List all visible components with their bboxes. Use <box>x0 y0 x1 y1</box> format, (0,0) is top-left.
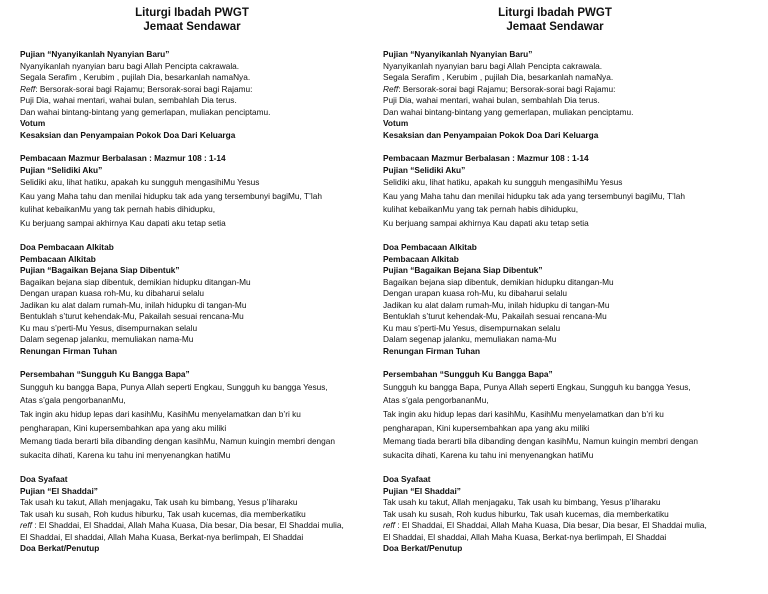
title-line-2: Jemaat Sendawar <box>506 21 604 33</box>
song-heading: Pujian “Selidiki Aku” <box>383 164 466 175</box>
liturgy-item: Pembacaan Alkitab <box>20 253 96 264</box>
liturgy-item: Doa Syafaat <box>383 474 431 485</box>
lyric-line: Jadikan ku alat dalam rumah-Mu, inilah hidupku di tangan-Mu <box>383 299 610 310</box>
liturgy-item: Doa Berkat/Penutup <box>383 543 463 554</box>
lyric-line: Ku mau s’perti-Mu Yesus, disempurnakan selalu <box>20 322 198 333</box>
refrain-line <box>383 84 733 96</box>
lyric-line: Bentuklah s’turut kehendak-Mu, Pakailah sesuai rencana-Mu <box>383 311 607 322</box>
lyric-line: Nyanyikanlah nyanyian baru bagi Allah Pencipta cakrawala. <box>20 60 240 71</box>
liturgy-item: Pembacaan Alkitab <box>383 253 459 264</box>
lyric-line: Dalam segenap jalanku, memuliakan nama-Mu <box>383 334 557 345</box>
liturgy-column-left <box>20 6 370 555</box>
refrain-label: reff <box>383 520 395 531</box>
lyric-line: Dalam segenap jalanku, memuliakan nama-Mu <box>20 334 194 345</box>
song-heading: Pujian “Nyanyikanlah Nyanyian Baru” <box>20 49 170 59</box>
lyric-line: Memang tiada berarti bila dibanding dengan kasihMu, Namun kuingin membri dengan <box>20 436 336 447</box>
song-heading: Pujian “El Shaddai” <box>383 485 461 496</box>
lyric-line: Ku berjuang sampai akhirnya Kau dapati aku tetap setia <box>20 217 226 228</box>
refrain-label: Reff <box>383 83 399 94</box>
lyric-line: Kau yang Maha tahu dan menilai hidupku tak ada yang tersembunyi bagiMu, T’lah <box>383 190 685 201</box>
lyric-line: Sungguh ku bangga Bapa, Punya Allah seperti Engkau, Sungguh ku bangga Yesus, <box>383 381 691 392</box>
lyric-line: Atas s’gala pengorbananMu, <box>20 395 126 406</box>
lyric-line: sukacita dihati, Karena ku tahu ini menyenangkan hatiMu <box>20 449 231 460</box>
lyric-line: sukacita dihati, Karena ku tahu ini menyenangkan hatiMu <box>383 449 594 460</box>
title-line-1: Liturgi Ibadah PWGT <box>498 7 612 19</box>
lyric-line: Tak usah ku susah, Roh kudus hiburku, Tak usah kucemas, dia memberkatiku <box>20 508 306 519</box>
lyric-line: Dengan urapan kuasa roh-Mu, ku dibaharui selalu <box>20 288 205 299</box>
lyric-line: Ku berjuang sampai akhirnya Kau dapati aku tetap setia <box>383 217 589 228</box>
liturgy-item: Doa Pembacaan Alkitab <box>383 242 477 253</box>
liturgy-body <box>20 49 370 555</box>
lyric-line: Memang tiada berarti bila dibanding dengan kasihMu, Namun kuingin membri dengan <box>383 436 699 447</box>
lyric-line: pengharapan, Kini kupersembahkan apa yang aku miliki <box>20 422 227 433</box>
lyric-line: Dengan urapan kuasa roh-Mu, ku dibaharui selalu <box>383 288 568 299</box>
lyric-line: Sungguh ku bangga Bapa, Punya Allah seperti Engkau, Sungguh ku bangga Yesus, <box>20 381 328 392</box>
refrain-line <box>383 520 733 532</box>
song-heading: Persembahan “Sungguh Ku Bangga Bapa” <box>383 369 553 380</box>
liturgy-item: Pembacaan Mazmur Berbalasan : Mazmur 108 : 1-14 <box>20 153 226 163</box>
lyric-line: pengharapan, Kini kupersembahkan apa yang aku miliki <box>383 422 590 433</box>
lyric-line: Dan wahai bintang-bintang yang gemerlapan, muliakan penciptamu. <box>383 106 634 117</box>
lyric-line: Tak ingin aku hidup lepas dari kasihMu, KasihMu menyelamatkan dan b’ri ku <box>383 409 664 420</box>
liturgy-item: Renungan Firman Tuhan <box>20 345 118 356</box>
lyric-line: El Shaddai, El shaddai, Allah Maha Kuasa, Berkat-nya berlimpah, El Shaddai <box>20 531 304 542</box>
lyric-line: Puji Dia, wahai mentari, wahai bulan, sembahlah Dia terus. <box>383 95 600 105</box>
refrain-text: : El Shaddai, El Shaddai, Allah Maha Kuasa, Dia besar, Dia besar, El Shaddai mulia, <box>32 520 344 531</box>
refrain-label: reff <box>20 520 32 531</box>
title-line-2: Jemaat Sendawar <box>143 21 241 33</box>
song-heading: Pujian “Bagaikan Bejana Siap Dibentuk” <box>20 265 180 276</box>
liturgy-item: Votum <box>20 118 46 128</box>
lyric-line: Puji Dia, wahai mentari, wahai bulan, sembahlah Dia terus. <box>20 95 237 105</box>
lyric-line: Tak usah ku takut, Allah menjagaku, Tak usah ku bimbang, Yesus p’liharaku <box>383 497 661 508</box>
liturgy-item: Votum <box>383 118 409 128</box>
lyric-line: Jadikan ku alat dalam rumah-Mu, inilah hidupku di tangan-Mu <box>20 299 247 310</box>
liturgy-item: Kesaksian dan Penyampaian Pokok Doa Dari Keluarga <box>20 129 236 140</box>
lyric-line: kulihat kebaikanMu yang tak pernah habis dihidupku, <box>383 204 579 215</box>
liturgy-item: Doa Syafaat <box>20 474 68 485</box>
song-heading: Pujian “El Shaddai” <box>20 485 98 496</box>
document-title <box>377 6 733 34</box>
lyric-line: El Shaddai, El shaddai, Allah Maha Kuasa, Berkat-nya berlimpah, El Shaddai <box>383 531 667 542</box>
lyric-line: kulihat kebaikanMu yang tak pernah habis dihidupku, <box>20 204 216 215</box>
lyric-line: Kau yang Maha tahu dan menilai hidupku tak ada yang tersembunyi bagiMu, T’lah <box>20 190 322 201</box>
refrain-line <box>20 520 370 532</box>
lyric-line: Segala Serafim , Kerubim , pujilah Dia, besarkanlah namaNya. <box>20 72 251 82</box>
liturgy-item: Doa Pembacaan Alkitab <box>20 242 114 253</box>
liturgy-body <box>383 49 733 555</box>
liturgy-column-right <box>383 6 733 555</box>
refrain-text: : Bersorak-sorai bagi Rajamu; Bersorak-sorai bagi Rajamu: <box>35 83 253 94</box>
refrain-line <box>20 84 370 96</box>
song-heading: Persembahan “Sungguh Ku Bangga Bapa” <box>20 369 190 380</box>
liturgy-item: Doa Berkat/Penutup <box>20 543 100 554</box>
lyric-line: Tak ingin aku hidup lepas dari kasihMu, KasihMu menyelamatkan dan b’ri ku <box>20 409 301 420</box>
document-title <box>14 6 370 34</box>
song-heading: Pujian “Selidiki Aku” <box>20 164 103 175</box>
lyric-line: Bagaikan bejana siap dibentuk, demikian hidupku ditangan-Mu <box>20 276 251 287</box>
title-line-1: Liturgi Ibadah PWGT <box>135 7 249 19</box>
refrain-label: Reff <box>20 83 36 94</box>
lyric-line: Selidiki aku, lihat hatiku, apakah ku sungguh mengasihiMu Yesus <box>20 177 260 187</box>
lyric-line: Nyanyikanlah nyanyian baru bagi Allah Pencipta cakrawala. <box>383 60 603 71</box>
lyric-line: Tak usah ku takut, Allah menjagaku, Tak usah ku bimbang, Yesus p’liharaku <box>20 497 298 508</box>
lyric-line: Tak usah ku susah, Roh kudus hiburku, Tak usah kucemas, dia memberkatiku <box>383 508 669 519</box>
lyric-line: Selidiki aku, lihat hatiku, apakah ku sungguh mengasihiMu Yesus <box>383 177 623 187</box>
refrain-text: : Bersorak-sorai bagi Rajamu; Bersorak-sorai bagi Rajamu: <box>398 83 616 94</box>
liturgy-item: Kesaksian dan Penyampaian Pokok Doa Dari Keluarga <box>383 129 599 140</box>
song-heading: Pujian “Nyanyikanlah Nyanyian Baru” <box>383 49 533 59</box>
lyric-line: Dan wahai bintang-bintang yang gemerlapan, muliakan penciptamu. <box>20 106 271 117</box>
lyric-line: Bentuklah s’turut kehendak-Mu, Pakailah sesuai rencana-Mu <box>20 311 244 322</box>
lyric-line: Atas s’gala pengorbananMu, <box>383 395 489 406</box>
song-heading: Pujian “Bagaikan Bejana Siap Dibentuk” <box>383 265 543 276</box>
liturgy-item: Renungan Firman Tuhan <box>383 345 481 356</box>
refrain-text: : El Shaddai, El Shaddai, Allah Maha Kuasa, Dia besar, Dia besar, El Shaddai mulia, <box>395 520 707 531</box>
liturgy-item: Pembacaan Mazmur Berbalasan : Mazmur 108 : 1-14 <box>383 153 589 163</box>
lyric-line: Bagaikan bejana siap dibentuk, demikian hidupku ditangan-Mu <box>383 276 614 287</box>
lyric-line: Ku mau s’perti-Mu Yesus, disempurnakan selalu <box>383 322 561 333</box>
lyric-line: Segala Serafim , Kerubim , pujilah Dia, besarkanlah namaNya. <box>383 72 614 82</box>
